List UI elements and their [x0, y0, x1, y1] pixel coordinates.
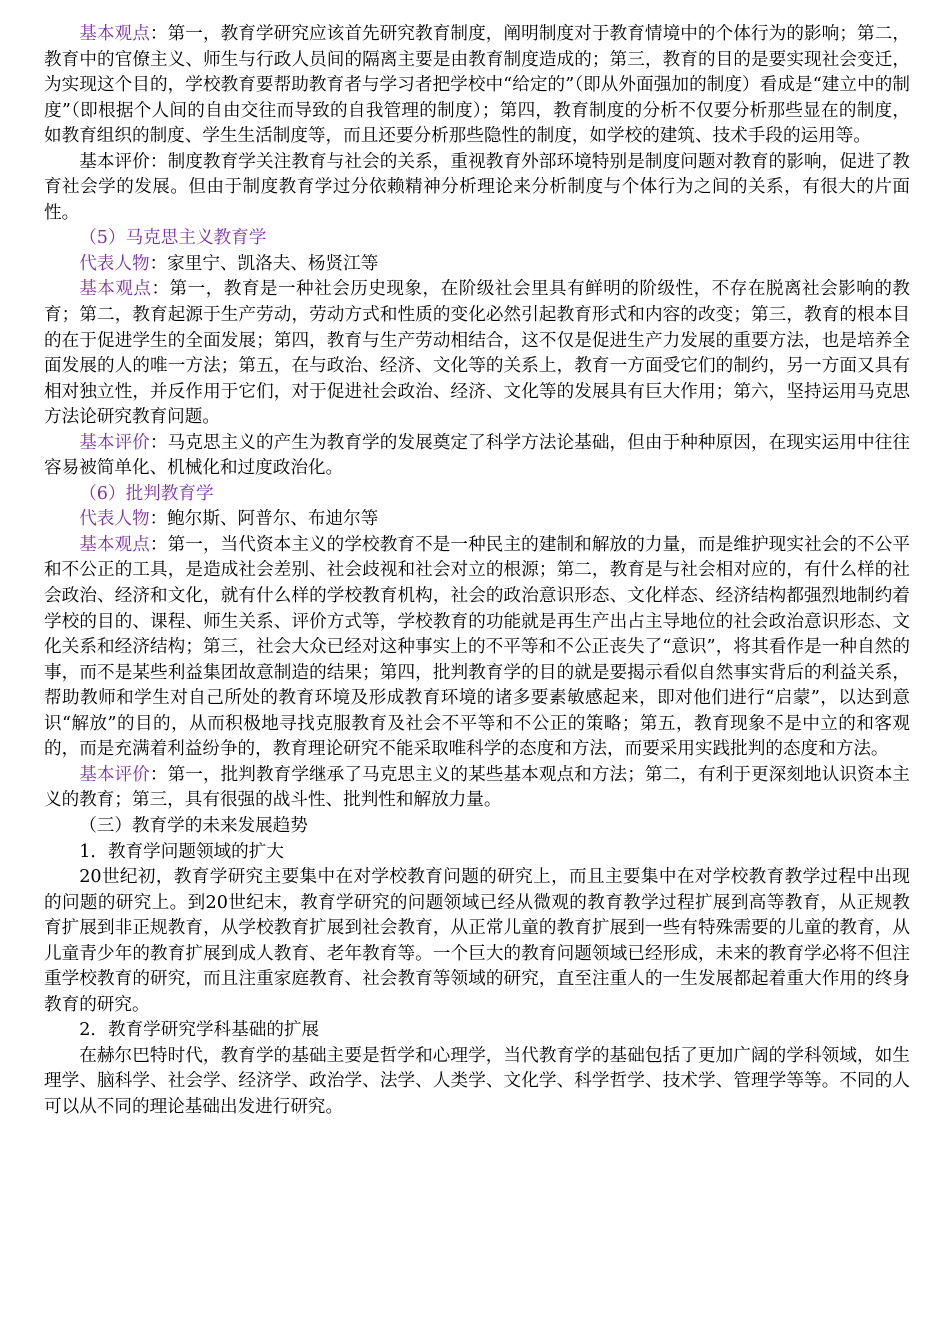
- heading-problem-domain: 1．教育学问题领域的扩大: [79, 841, 284, 862]
- heading-future-trends: （三）教育学的未来发展趋势: [79, 815, 308, 836]
- paragraph-marxist-views: 基本观点：第一，教育是一种社会历史现象，在阶级社会里具有鲜明的阶级性，不存在脱离社会影响的教育；第二，教育起源于生产劳动，劳动方式和性质的变化必然引起教育形式和内容的改变；第三，教育的根本目的在于促进学生的全面发展；第四，教育与生产劳动相结合，这不仅是促进生产力发展的重要方法，也是培养全面发展的人的唯一方法；第五，在与政治、经济、文化等的关系上，教育一方面受它们的制约，另一方面又具有相对独立性，并反作用于它们，对于促进社会政治、经济、文化等的发展具有巨大作用；第六，坚持运用马克思方法论研究教育问题。: [44, 279, 910, 428]
- paragraph-critical-evaluation: 基本评价：第一，批判教育学继承了马克思主义的某些基本观点和方法；第二，有利于更深刻地认识资本主义的教育；第三，具有很强的战斗性、批判性和解放力量。: [44, 764, 910, 811]
- heading-critical-pedagogy: （6）批判教育学: [79, 483, 214, 504]
- heading-disciplinary-basis: 2．教育学研究学科基础的扩展: [79, 1020, 320, 1041]
- paragraph-marxist-evaluation: 基本评价：马克思主义的产生为教育学的发展奠定了科学方法论基础，但由于种种原因，在现实运用中往往容易被简单化、机械化和过度政治化。: [44, 432, 910, 479]
- paragraph-problem-domain: 20世纪初，教育学研究主要集中在对学校教育问题的研究上，而且主要集中在对学校教育教学过程中出现的问题的研究上。到20世纪末，教育学研究的问题领域已经从微观的教育教学过程扩展到高等教育，从正规教育扩展到非正规教育，从学校教育扩展到社会教育，从正常儿童的教育扩展到一些有特殊需要的儿童的教育，从儿童青少年的教育扩展到成人教育、老年教育等。一个巨大的教育问题领域已经形成，未来的教育学必将不但注重学校教育的研究，而且注重家庭教育、社会教育等领域的研究，直至注重人的一生发展都起着重大作用的终身教育的研究。: [44, 867, 910, 1015]
- paragraph-institutional-views: 基本观点：第一，教育学研究应该首先研究教育制度，阐明制度对于教育情境中的个体行为的影响；第二，教育中的官僚主义、师生与行政人员间的隔离主要是由教育制度造成的；第三，教育的目的是要实现社会变迁，为实现这个目的，学校教育要帮助教育者与学习者把学校中“给定的”（即从外面强加的制度）看成是“建立中的制度”（即根据个人间的自由交往而导致的自我管理的制度）；第四，教育制度的分析不仅要分析那些显在的制度，如教育组织的制度、学生生活制度等，而且还要分析那些隐性的制度，如学校的建筑、技术手段的运用等。: [44, 24, 910, 147]
- label-basic-views: 基本观点: [79, 24, 150, 44]
- paragraph-institutional-evaluation: 基本评价：制度教育学关注教育与社会的关系，重视教育外部环境特别是制度问题对教育的影响，促进了教育社会学的发展。但由于制度教育学过分依赖精神分析理论来分析制度与个体行为之间的关系，有很大的片面性。: [44, 151, 910, 223]
- label-basic-evaluation: 基本评价: [79, 432, 150, 453]
- label-representatives: 代表人物: [79, 253, 150, 274]
- paragraph-critical-representatives: 代表人物：鲍尔斯、阿普尔、布迪尔等: [79, 509, 379, 530]
- paragraph-critical-views: 基本观点：第一，当代资本主义的学校教育不是一种民主的建制和解放的力量，而是维护现实社会的不公平和不公正的工具，是造成社会差别、社会歧视和社会对立的根源；第二，教育是与社会相对应的，有什么样的社会政治、经济和文化，就有什么样的学校教育机构，社会的政治意识形态、文化样态、经济结构都强烈地制约着学校的目的、课程、师生关系、评价方式等，学校教育的功能就是再生产出占主导地位的社会政治意识形态、文化关系和经济结构；第三，社会大众已经对这种事实上的不平等和不公正丧失了“意识”，将其看作是一种自然的事，而不是某些利益集团故意制造的结果；第四，批判教育学的目的就是要揭示看似自然事实背后的利益关系，帮助教师和学生对自己所处的教育环境及形成教育环境的诸多要素敏感起来，即对他们进行“启蒙”，以达到意识“解放”的目的，从而积极地寻找克服教育及社会不平等和不公正的策略；第五，教育现象不是中立的和客观的，而是充满着利益纷争的，教育理论研究不能采取唯科学的态度和方法，而要采用实践批判的态度和方法。: [44, 534, 910, 760]
- paragraph-disciplinary-basis: 在赫尔巴特时代，教育学的基础主要是哲学和心理学，当代教育学的基础包括了更加广阔的学科领域，如生理学、脑科学、社会学、经济学、政治学、法学、人类学、文化学、科学哲学、技术学、管理学等等。不同的人可以从不同的理论基础出发进行研究。: [44, 1045, 910, 1117]
- label-representatives: 代表人物: [79, 509, 150, 530]
- label-basic-views: 基本观点: [79, 279, 152, 300]
- label-basic-evaluation: 基本评价: [79, 764, 150, 785]
- label-basic-views: 基本观点: [79, 534, 150, 555]
- heading-marxist-pedagogy: （5）马克思主义教育学: [79, 228, 267, 249]
- paragraph-marxist-representatives: 代表人物：家里宁、凯洛夫、杨贤江等: [79, 253, 379, 274]
